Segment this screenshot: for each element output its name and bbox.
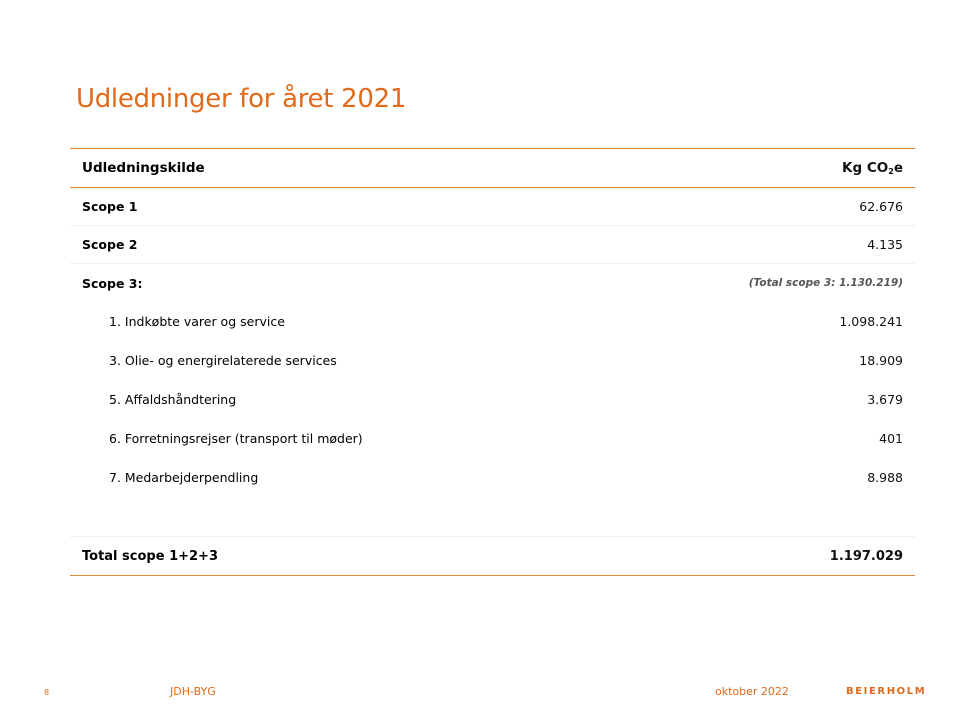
emissions-table xyxy=(70,148,915,576)
scope3-item-label: 3. Olie- og energirelaterede services xyxy=(109,353,337,368)
scope1-label: Scope 1 xyxy=(82,199,138,214)
scope3-item-value: 3.679 xyxy=(867,392,903,407)
total-label: Total scope 1+2+3 xyxy=(82,548,218,564)
scope3-item-value: 401 xyxy=(879,431,903,446)
scope3-item-label: 6. Forretningsrejser (transport til møder) xyxy=(109,431,363,446)
page-number: 8 xyxy=(44,688,50,697)
table-row xyxy=(70,419,915,458)
page-title: Udledninger for året 2021 xyxy=(76,84,407,114)
table-header-row xyxy=(70,149,915,188)
table-row-scope1 xyxy=(70,188,915,226)
scope3-label: Scope 3: xyxy=(82,275,143,291)
table-row-scope3 xyxy=(70,264,915,302)
table-row-total xyxy=(70,537,915,576)
footer-date: oktober 2022 xyxy=(715,685,789,698)
footer-client: JDH-BYG xyxy=(170,685,216,698)
scope3-item-label: 7. Medarbejderpendling xyxy=(109,470,259,485)
scope3-item-value: 1.098.241 xyxy=(839,314,903,329)
unit-column-header: Kg $CO_2e$ xyxy=(842,160,903,176)
scope2-value: 4.135 xyxy=(867,237,903,252)
table-row-scope2 xyxy=(70,226,915,264)
spacer-row xyxy=(70,497,915,537)
source-column-header: Udledningskilde xyxy=(82,160,205,176)
scope2-label: Scope 2 xyxy=(82,237,138,252)
scope3-item-value: 18.909 xyxy=(859,353,903,368)
scope3-item-label: 1. Indkøbte varer og service xyxy=(109,314,285,329)
table-row xyxy=(70,458,915,497)
beierholm-logo: BEIERHOLM xyxy=(846,686,927,697)
table-row xyxy=(70,302,915,341)
scope3-item-label: 5. Affaldshåndtering xyxy=(109,392,237,407)
scope3-total-note: (Total scope 3: 1.130.219) xyxy=(748,277,903,289)
total-value: 1.197.029 xyxy=(829,548,903,564)
scope1-value: 62.676 xyxy=(859,199,903,214)
scope3-item-value: 8.988 xyxy=(867,470,903,485)
table-row xyxy=(70,380,915,419)
table-row xyxy=(70,341,915,380)
